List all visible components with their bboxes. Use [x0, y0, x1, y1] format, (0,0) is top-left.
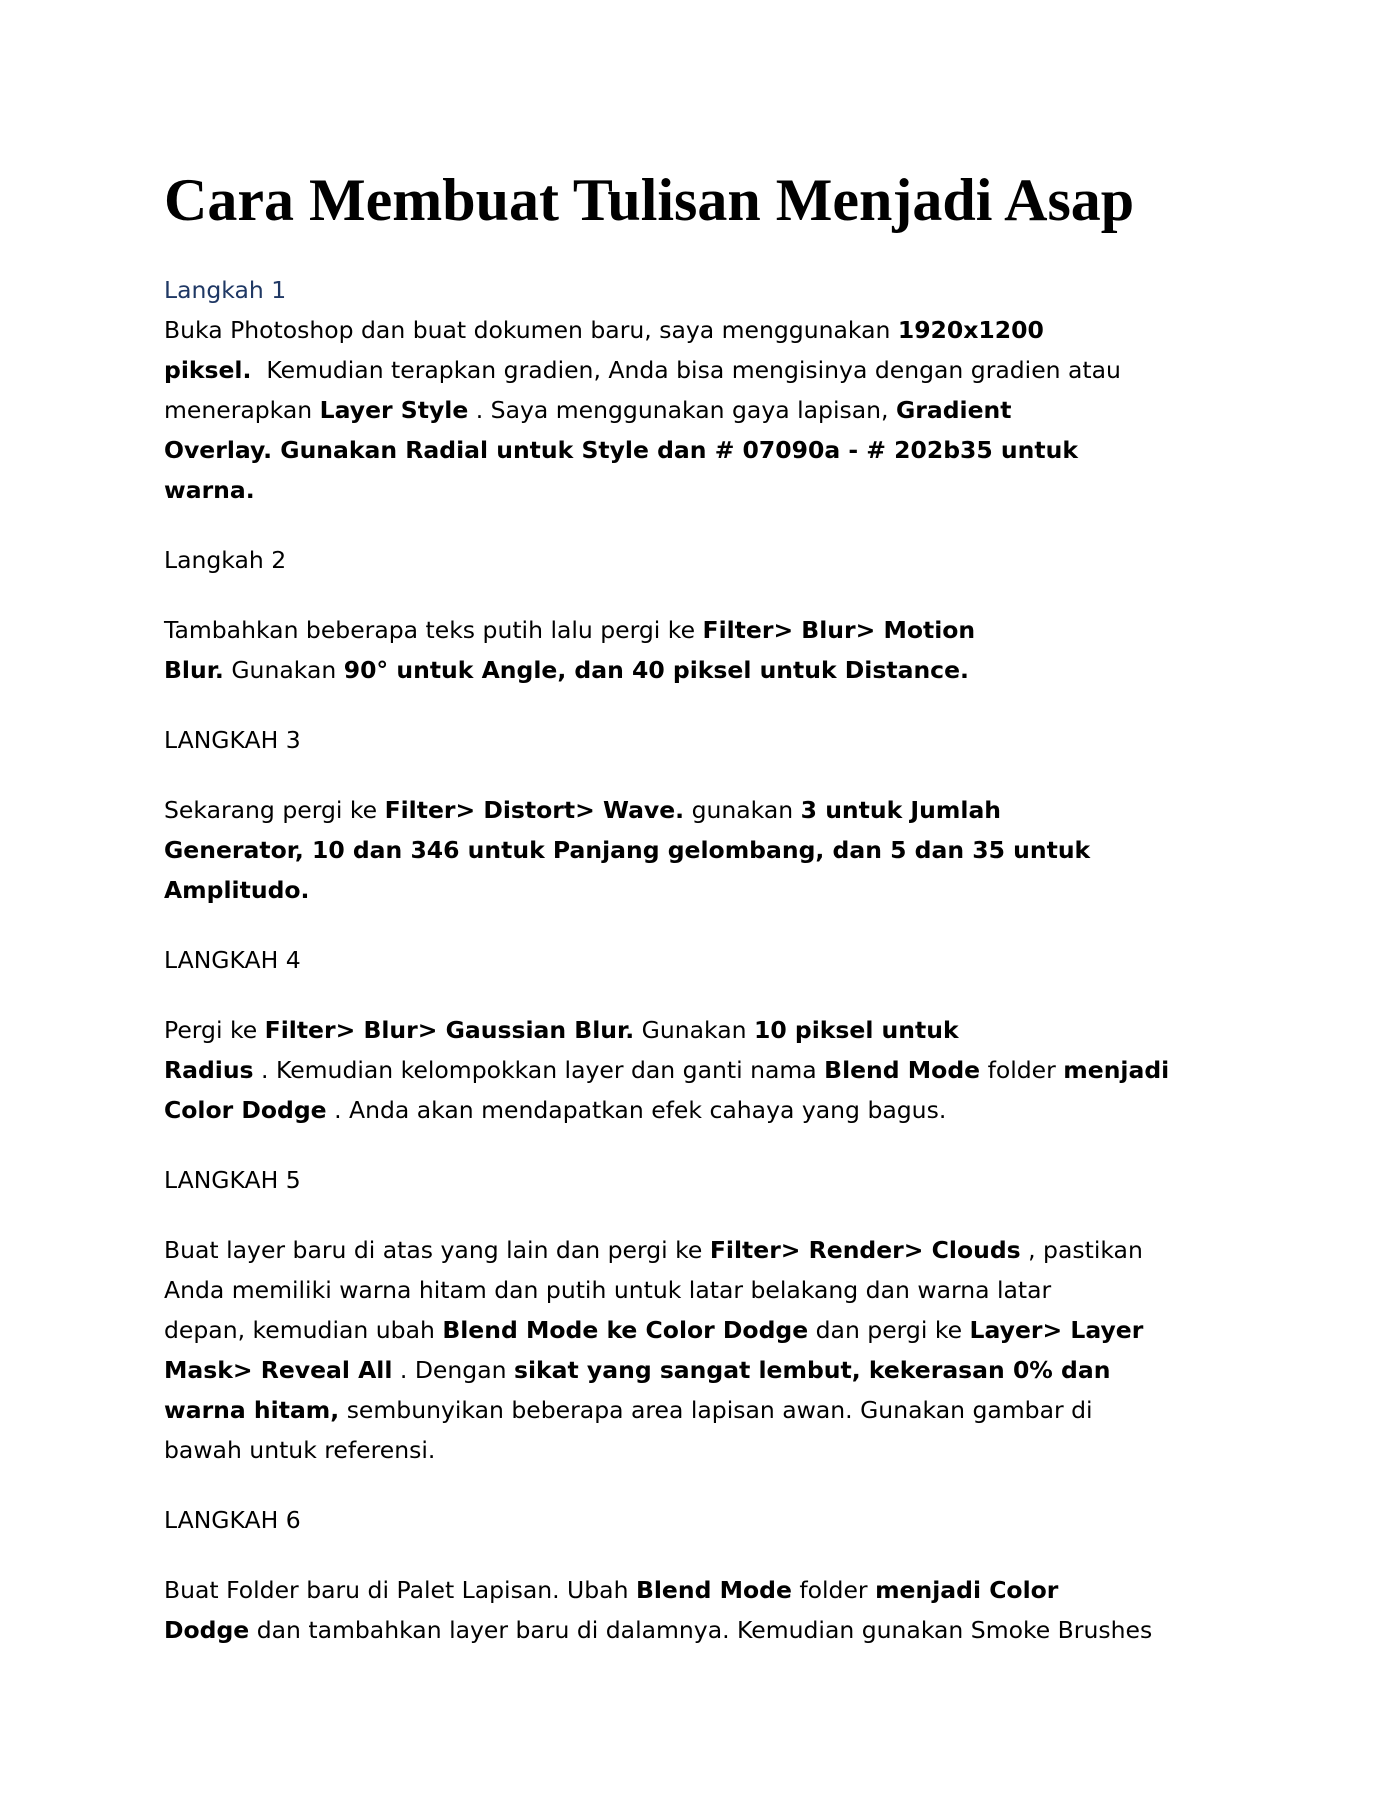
- bold-text: Dodge: [164, 1616, 250, 1644]
- text-run: folder: [791, 1576, 876, 1604]
- bold-text: menjadi: [1063, 1056, 1170, 1084]
- step-heading: LANGKAH 3: [164, 726, 301, 754]
- step-paragraph: [164, 310, 1244, 510]
- text-run: Sekarang pergi ke: [164, 796, 385, 824]
- step-heading: LANGKAH 5: [164, 1166, 301, 1194]
- text-run: dan pergi ke: [808, 1316, 970, 1344]
- text-line: [164, 830, 1244, 870]
- bold-text: Radius: [164, 1056, 254, 1084]
- step-heading: Langkah 1: [164, 276, 287, 304]
- document-page: [164, 160, 1244, 1680]
- bold-text: Filter> Distort> Wave.: [384, 796, 685, 824]
- text-run: gunakan: [684, 796, 801, 824]
- step-heading: LANGKAH 4: [164, 946, 301, 974]
- bold-text: Blend Mode: [824, 1056, 981, 1084]
- text-line: [164, 1270, 1244, 1310]
- text-line: [164, 1430, 1244, 1470]
- text-run: depan, kemudian ubah: [164, 1316, 443, 1344]
- text-run: . Dengan: [392, 1356, 514, 1384]
- bold-text: Amplitudo.: [164, 876, 310, 904]
- bold-text: Blend Mode ke Color Dodge: [442, 1316, 809, 1344]
- bold-text: warna hitam,: [164, 1396, 340, 1424]
- text-run: . Kemudian kelompokkan layer dan ganti nama: [253, 1056, 825, 1084]
- bold-text: Overlay. Gunakan Radial untuk Style dan # 07090a - # 202b35 untuk: [164, 436, 1078, 464]
- text-run: Tambahkan beberapa teks putih lalu pergi ke: [164, 616, 703, 644]
- document-body: [164, 270, 1244, 1650]
- step-heading: Langkah 2: [164, 546, 287, 574]
- text-run: Buat Folder baru di Palet Lapisan. Ubah: [164, 1576, 636, 1604]
- text-run: bawah untuk referensi.: [164, 1436, 436, 1464]
- bold-text: Generator, 10 dan 346 untuk Panjang gelombang, dan 5 dan 35 untuk: [164, 836, 1091, 864]
- text-run: Pergi ke: [164, 1016, 265, 1044]
- bold-text: 3 untuk Jumlah: [800, 796, 1002, 824]
- text-line: [164, 1390, 1244, 1430]
- bold-text: Mask> Reveal All: [164, 1356, 393, 1384]
- bold-text: piksel.: [164, 356, 252, 384]
- text-line: [164, 1230, 1244, 1270]
- bold-text: Layer Style: [319, 396, 469, 424]
- step-paragraph: [164, 790, 1244, 910]
- text-line: [164, 1050, 1244, 1090]
- text-run: sembunyikan beberapa area lapisan awan. Gunakan gambar di: [339, 1396, 1093, 1424]
- text-line: [164, 1310, 1244, 1350]
- text-line: [164, 870, 1244, 910]
- bold-text: Color Dodge: [164, 1096, 327, 1124]
- bold-text: sikat yang sangat lembut, kekerasan 0% dan: [513, 1356, 1111, 1384]
- bold-text: 1920x1200: [897, 316, 1044, 344]
- text-line: [164, 430, 1244, 470]
- bold-text: warna.: [164, 476, 255, 504]
- text-run: folder: [980, 1056, 1064, 1084]
- bold-text: menjadi Color: [875, 1576, 1059, 1604]
- bold-text: Blend Mode: [635, 1576, 792, 1604]
- text-line: [164, 1570, 1244, 1610]
- bold-text: 10 piksel untuk: [754, 1016, 959, 1044]
- text-line: [164, 1610, 1244, 1650]
- text-run: dan tambahkan layer baru di dalamnya. Kemudian gunakan Smoke Brushes: [249, 1616, 1153, 1644]
- text-line: [164, 1350, 1244, 1390]
- bold-text: Filter> Render> Clouds: [709, 1236, 1021, 1264]
- text-line: [164, 310, 1244, 350]
- text-run: . Saya menggunakan gaya lapisan,: [468, 396, 896, 424]
- bold-text: Layer> Layer: [969, 1316, 1144, 1344]
- text-run: Buka Photoshop dan buat dokumen baru, saya menggunakan: [164, 316, 898, 344]
- bold-text: Gradient: [895, 396, 1012, 424]
- text-run: Gunakan: [634, 1016, 754, 1044]
- text-line: [164, 350, 1244, 390]
- text-line: [164, 1090, 1244, 1130]
- step-heading: LANGKAH 6: [164, 1506, 301, 1534]
- document-title: Cara Membuat Tulisan Menjadi Asap: [164, 167, 1135, 233]
- bold-text: 90° untuk Angle, dan 40 piksel untuk Distance.: [343, 656, 969, 684]
- text-line: [164, 1010, 1244, 1050]
- text-run: Anda memiliki warna hitam dan putih untuk latar belakang dan warna latar: [164, 1276, 1052, 1304]
- text-run: , pastikan: [1020, 1236, 1143, 1264]
- bold-text: Blur.: [164, 656, 224, 684]
- text-line: [164, 390, 1244, 430]
- text-run: . Anda akan mendapatkan efek cahaya yang bagus.: [326, 1096, 947, 1124]
- text-run: Kemudian terapkan gradien, Anda bisa mengisinya dengan gradien atau: [251, 356, 1121, 384]
- text-line: [164, 470, 1244, 510]
- text-run: Buat layer baru di atas yang lain dan pergi ke: [164, 1236, 710, 1264]
- step-paragraph: [164, 1570, 1244, 1650]
- bold-text: Filter> Blur> Motion: [702, 616, 976, 644]
- text-line: [164, 610, 1244, 650]
- step-paragraph: [164, 610, 1244, 690]
- text-line: [164, 790, 1244, 830]
- text-run: Gunakan: [223, 656, 344, 684]
- step-paragraph: [164, 1010, 1244, 1130]
- bold-text: Filter> Blur> Gaussian Blur.: [264, 1016, 635, 1044]
- text-run: menerapkan: [164, 396, 320, 424]
- text-line: [164, 650, 1244, 690]
- step-paragraph: [164, 1230, 1244, 1470]
